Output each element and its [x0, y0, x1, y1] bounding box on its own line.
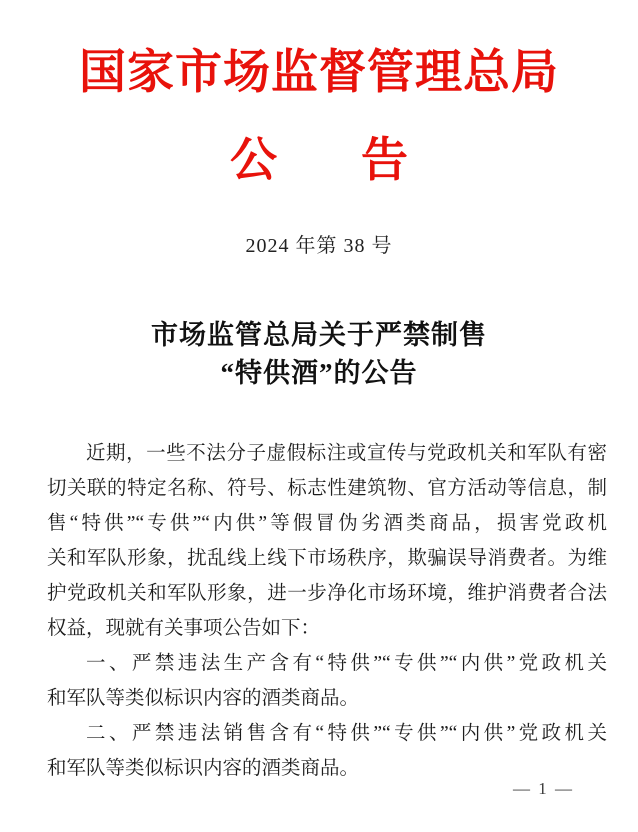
body-line: 二、严禁违法销售含有“特供”“专供”“内供”党政机关: [86, 723, 607, 744]
page-number: — 1 —: [513, 779, 574, 798]
body-line: 和军队等类似标识内容的酒类商品。: [47, 758, 360, 779]
agency-title: 国家市场监督管理总局: [79, 47, 559, 99]
doc-title-line-2: “特供酒”的公告: [220, 358, 418, 388]
body-line: 护党政机关和军队形象，进一步净化市场环境，维护消费者合法: [47, 583, 607, 604]
body-line: 近期，一些不法分子虚假标注或宣传与党政机关和军队有密: [86, 443, 607, 464]
doc-title: [0, 316, 638, 392]
notice-type-char-gao: 告: [361, 135, 408, 187]
notice-type-title: [0, 134, 638, 188]
doc-number: 2024 年第 38 号: [245, 235, 393, 257]
body-line: 权益，现就有关事项公告如下：: [47, 618, 321, 639]
body-line: 关和军队形象，扰乱线上线下市场秩序，欺骗误导消费者。为维: [47, 548, 607, 569]
body-line: 售“特供”“专供”“内供”等假冒伪劣酒类商品，损害党政机: [47, 513, 607, 534]
doc-title-line-1: 市场监管总局关于严禁制售: [151, 320, 487, 350]
body-line: 切关联的特定名称、符号、标志性建筑物、官方活动等信息，制: [47, 478, 607, 499]
body-line: 一、严禁违法生产含有“特供”“专供”“内供”党政机关: [86, 653, 607, 674]
body-line: 和军队等类似标识内容的酒类商品。: [47, 688, 360, 709]
body-text: [47, 436, 607, 786]
notice-type-char-gong: 公: [230, 135, 277, 187]
